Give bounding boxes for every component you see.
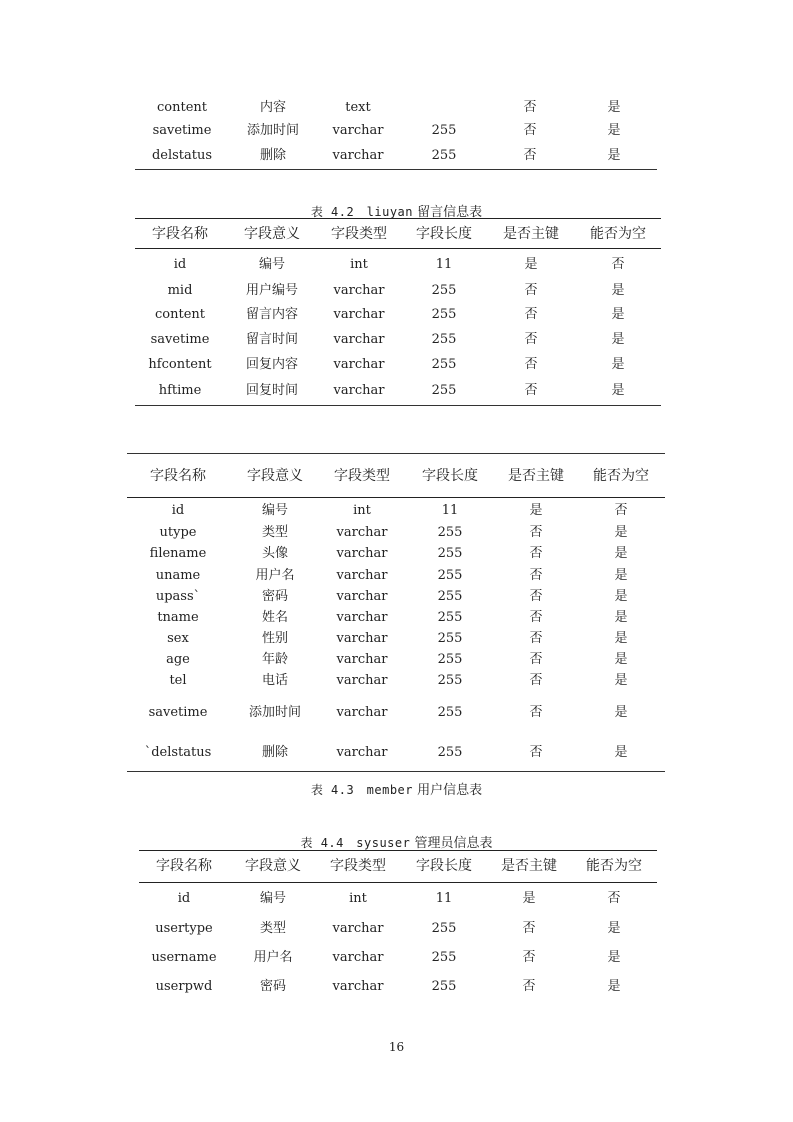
cell-nullable: 是 bbox=[607, 921, 621, 936]
cell-primary-key: 否 bbox=[529, 610, 543, 625]
cell-field-length: 255 bbox=[431, 332, 457, 347]
cell-field-length: 255 bbox=[431, 307, 457, 322]
cell-field-meaning: 编号 bbox=[258, 257, 285, 272]
cell-field-type: varchar bbox=[336, 546, 388, 561]
header-field-name: 字段名称 bbox=[152, 226, 208, 242]
cell-field-type: varchar bbox=[336, 652, 388, 667]
cell-field-name: userpwd bbox=[155, 979, 213, 994]
cell-field-length: 255 bbox=[431, 148, 457, 163]
table-caption bbox=[0, 779, 793, 798]
caption-table-name: member bbox=[366, 783, 413, 797]
header-field-meaning: 字段意义 bbox=[244, 226, 300, 242]
cell-field-meaning: 密码 bbox=[261, 589, 288, 604]
cell-nullable: 是 bbox=[614, 525, 628, 540]
cell-field-type: varchar bbox=[336, 589, 388, 604]
cell-primary-key: 是 bbox=[524, 257, 538, 272]
caption-table-name: liuyan bbox=[366, 205, 413, 219]
cell-field-meaning: 年龄 bbox=[261, 652, 288, 667]
table-header-row bbox=[139, 856, 657, 876]
cell-nullable: 否 bbox=[607, 891, 621, 906]
cell-field-length: 255 bbox=[431, 123, 457, 138]
cell-field-type: varchar bbox=[336, 673, 388, 688]
table-top-rule bbox=[139, 850, 657, 851]
header-field-name: 字段名称 bbox=[156, 858, 212, 874]
cell-field-type: int bbox=[350, 257, 368, 272]
caption-title: 留言信息表 bbox=[417, 205, 483, 220]
caption-number: 表 4.3 bbox=[310, 783, 355, 797]
header-divider-rule bbox=[139, 882, 657, 883]
table-row bbox=[127, 608, 665, 628]
table-row bbox=[135, 381, 661, 401]
cell-field-name: age bbox=[166, 652, 190, 667]
cell-field-type: text bbox=[345, 100, 371, 115]
cell-nullable: 是 bbox=[607, 148, 621, 163]
cell-field-type: varchar bbox=[332, 921, 384, 936]
header-nullable: 能否为空 bbox=[586, 858, 642, 874]
cell-field-type: varchar bbox=[336, 631, 388, 646]
cell-nullable: 是 bbox=[614, 631, 628, 646]
cell-field-name: `delstatus bbox=[144, 745, 212, 760]
cell-field-name: tel bbox=[169, 673, 187, 688]
cell-nullable: 否 bbox=[611, 257, 625, 272]
header-primary-key: 是否主键 bbox=[503, 226, 559, 242]
cell-field-type: int bbox=[349, 891, 367, 906]
cell-field-meaning: 性别 bbox=[261, 631, 288, 646]
cell-nullable: 是 bbox=[614, 546, 628, 561]
table-header-row bbox=[135, 224, 661, 244]
caption-table-name: sysuser bbox=[356, 836, 411, 850]
table-row bbox=[139, 948, 657, 968]
table-row bbox=[135, 255, 661, 275]
cell-field-name: tname bbox=[157, 610, 199, 625]
cell-primary-key: 是 bbox=[522, 891, 536, 906]
cell-field-type: int bbox=[353, 503, 371, 518]
cell-field-length: 255 bbox=[437, 525, 463, 540]
cell-field-length: 255 bbox=[437, 589, 463, 604]
cell-field-meaning: 留言时间 bbox=[245, 332, 298, 347]
cell-nullable: 是 bbox=[607, 123, 621, 138]
cell-field-meaning: 添加时间 bbox=[248, 705, 301, 720]
cell-field-length: 255 bbox=[437, 610, 463, 625]
cell-field-length: 11 bbox=[435, 257, 453, 272]
cell-field-type: varchar bbox=[332, 148, 384, 163]
cell-nullable: 是 bbox=[614, 568, 628, 583]
caption-title: 管理员信息表 bbox=[414, 836, 493, 851]
cell-field-meaning: 留言内容 bbox=[245, 307, 298, 322]
table-row bbox=[135, 98, 657, 118]
table-top-rule bbox=[127, 453, 665, 454]
cell-nullable: 是 bbox=[614, 610, 628, 625]
cell-field-name: delstatus bbox=[151, 148, 213, 163]
cell-field-type: varchar bbox=[333, 383, 385, 398]
cell-nullable: 否 bbox=[614, 503, 628, 518]
cell-field-type: varchar bbox=[332, 950, 384, 965]
table-row bbox=[127, 566, 665, 586]
table-bottom-rule bbox=[135, 405, 661, 406]
cell-field-length: 255 bbox=[437, 546, 463, 561]
cell-field-length: 255 bbox=[431, 950, 457, 965]
cell-field-meaning: 类型 bbox=[259, 921, 286, 936]
cell-field-meaning: 密码 bbox=[259, 979, 286, 994]
cell-nullable: 是 bbox=[607, 950, 621, 965]
cell-field-length: 11 bbox=[441, 503, 459, 518]
cell-field-name: hftime bbox=[158, 383, 202, 398]
cell-field-meaning: 回复内容 bbox=[245, 357, 298, 372]
cell-field-name: username bbox=[151, 950, 217, 965]
table-row bbox=[135, 305, 661, 325]
cell-field-name: mid bbox=[167, 283, 193, 298]
caption-number: 表 4.4 bbox=[300, 836, 344, 850]
cell-field-meaning: 用户编号 bbox=[245, 283, 298, 298]
cell-nullable: 是 bbox=[614, 673, 628, 688]
table-row bbox=[127, 703, 665, 723]
cell-field-meaning: 电话 bbox=[261, 673, 288, 688]
table-row bbox=[127, 629, 665, 649]
cell-primary-key: 否 bbox=[529, 589, 543, 604]
table-row bbox=[127, 501, 665, 521]
cell-field-type: varchar bbox=[336, 745, 388, 760]
cell-primary-key: 否 bbox=[529, 705, 543, 720]
cell-field-meaning: 用户名 bbox=[253, 950, 293, 965]
cell-field-name: savetime bbox=[148, 705, 208, 720]
cell-field-name: savetime bbox=[152, 123, 212, 138]
cell-field-meaning: 删除 bbox=[259, 148, 286, 163]
cell-primary-key: 否 bbox=[522, 921, 536, 936]
header-field-type: 字段类型 bbox=[334, 468, 390, 484]
table-continuation bbox=[135, 0, 657, 175]
cell-nullable: 是 bbox=[611, 332, 625, 347]
cell-field-length: 255 bbox=[437, 631, 463, 646]
table-member bbox=[127, 453, 665, 773]
cell-primary-key: 否 bbox=[523, 123, 537, 138]
table-row bbox=[127, 650, 665, 670]
cell-field-name: uname bbox=[155, 568, 201, 583]
table-row bbox=[135, 330, 661, 350]
header-field-length: 字段长度 bbox=[416, 858, 472, 874]
table-row bbox=[135, 121, 657, 141]
cell-primary-key: 否 bbox=[524, 332, 538, 347]
cell-field-type: varchar bbox=[336, 610, 388, 625]
cell-field-length: 255 bbox=[431, 979, 457, 994]
table-liuyan bbox=[135, 217, 661, 407]
cell-primary-key: 否 bbox=[524, 383, 538, 398]
cell-field-type: varchar bbox=[336, 705, 388, 720]
cell-primary-key: 否 bbox=[529, 652, 543, 667]
cell-primary-key: 否 bbox=[522, 979, 536, 994]
cell-nullable: 是 bbox=[614, 589, 628, 604]
cell-field-type: varchar bbox=[333, 357, 385, 372]
cell-field-meaning: 类型 bbox=[261, 525, 288, 540]
table-bottom-rule bbox=[127, 771, 665, 772]
cell-field-meaning: 头像 bbox=[261, 546, 288, 561]
cell-primary-key: 否 bbox=[529, 525, 543, 540]
caption-number: 表 4.2 bbox=[310, 205, 355, 219]
cell-field-meaning: 回复时间 bbox=[245, 383, 298, 398]
header-primary-key: 是否主键 bbox=[508, 468, 564, 484]
cell-nullable: 是 bbox=[614, 745, 628, 760]
cell-primary-key: 否 bbox=[529, 673, 543, 688]
table-bottom-rule bbox=[135, 169, 657, 170]
cell-field-name: id bbox=[177, 891, 191, 906]
cell-primary-key: 否 bbox=[529, 546, 543, 561]
cell-field-type: varchar bbox=[333, 332, 385, 347]
cell-field-name: usertype bbox=[155, 921, 213, 936]
cell-field-meaning: 内容 bbox=[259, 100, 286, 115]
cell-nullable: 是 bbox=[611, 283, 625, 298]
header-primary-key: 是否主键 bbox=[501, 858, 557, 874]
cell-nullable: 是 bbox=[607, 979, 621, 994]
table-row bbox=[139, 919, 657, 939]
header-nullable: 能否为空 bbox=[590, 226, 646, 242]
cell-field-name: hfcontent bbox=[148, 357, 212, 372]
cell-field-length: 255 bbox=[431, 921, 457, 936]
cell-primary-key: 否 bbox=[524, 307, 538, 322]
table-row bbox=[139, 977, 657, 997]
cell-nullable: 是 bbox=[614, 705, 628, 720]
cell-field-name: id bbox=[171, 503, 185, 518]
cell-field-length: 255 bbox=[431, 383, 457, 398]
cell-field-meaning: 编号 bbox=[259, 891, 286, 906]
cell-field-name: filename bbox=[149, 546, 207, 561]
cell-field-type: varchar bbox=[333, 283, 385, 298]
cell-field-type: varchar bbox=[333, 307, 385, 322]
cell-primary-key: 是 bbox=[529, 503, 543, 518]
cell-field-length bbox=[411, 98, 477, 118]
cell-primary-key: 否 bbox=[529, 745, 543, 760]
cell-primary-key: 否 bbox=[524, 357, 538, 372]
table-row bbox=[135, 281, 661, 301]
header-field-type: 字段类型 bbox=[331, 226, 387, 242]
table-sysuser bbox=[139, 849, 657, 999]
cell-field-name: utype bbox=[159, 525, 197, 540]
table-row bbox=[135, 355, 661, 375]
table-row bbox=[127, 743, 665, 763]
cell-field-meaning: 添加时间 bbox=[246, 123, 299, 138]
cell-field-length: 11 bbox=[435, 891, 453, 906]
caption-title: 用户信息表 bbox=[417, 783, 483, 798]
table-row bbox=[135, 146, 657, 166]
cell-field-length: 255 bbox=[437, 673, 463, 688]
cell-field-length: 255 bbox=[437, 705, 463, 720]
cell-nullable: 是 bbox=[607, 100, 621, 115]
cell-field-meaning: 编号 bbox=[261, 503, 288, 518]
table-row bbox=[127, 544, 665, 564]
header-field-length: 字段长度 bbox=[422, 468, 478, 484]
table-row bbox=[139, 889, 657, 909]
header-divider-rule bbox=[127, 497, 665, 498]
cell-field-name: id bbox=[173, 257, 187, 272]
cell-field-name: content bbox=[157, 100, 207, 115]
cell-primary-key: 否 bbox=[523, 148, 537, 163]
cell-field-length: 255 bbox=[431, 283, 457, 298]
cell-nullable: 是 bbox=[611, 383, 625, 398]
cell-field-meaning: 姓名 bbox=[261, 610, 288, 625]
header-field-name: 字段名称 bbox=[150, 468, 206, 484]
cell-nullable: 是 bbox=[611, 357, 625, 372]
cell-field-name: sex bbox=[167, 631, 189, 646]
header-nullable: 能否为空 bbox=[593, 468, 649, 484]
cell-field-type: varchar bbox=[332, 979, 384, 994]
cell-field-type: varchar bbox=[332, 123, 384, 138]
cell-field-type: varchar bbox=[336, 568, 388, 583]
cell-primary-key: 否 bbox=[523, 100, 537, 115]
cell-field-name: upass` bbox=[155, 589, 201, 604]
cell-primary-key: 否 bbox=[529, 631, 543, 646]
header-field-meaning: 字段意义 bbox=[245, 858, 301, 874]
table-top-rule bbox=[135, 218, 661, 219]
header-field-meaning: 字段意义 bbox=[247, 468, 303, 484]
header-field-type: 字段类型 bbox=[330, 858, 386, 874]
cell-primary-key: 否 bbox=[524, 283, 538, 298]
cell-field-meaning: 用户名 bbox=[255, 568, 295, 583]
header-field-length: 字段长度 bbox=[416, 226, 472, 242]
cell-field-length: 255 bbox=[431, 357, 457, 372]
cell-nullable: 是 bbox=[611, 307, 625, 322]
table-row bbox=[127, 587, 665, 607]
cell-field-length: 255 bbox=[437, 568, 463, 583]
cell-nullable: 是 bbox=[614, 652, 628, 667]
header-divider-rule bbox=[135, 248, 661, 249]
table-row bbox=[127, 671, 665, 691]
cell-field-length: 255 bbox=[437, 652, 463, 667]
table-header-row bbox=[127, 466, 665, 486]
cell-field-name: content bbox=[155, 307, 205, 322]
page-number: 16 bbox=[388, 1040, 405, 1054]
cell-field-length: 255 bbox=[437, 745, 463, 760]
cell-field-name: savetime bbox=[150, 332, 210, 347]
cell-field-type: varchar bbox=[336, 525, 388, 540]
cell-field-meaning: 删除 bbox=[261, 745, 288, 760]
cell-primary-key: 否 bbox=[529, 568, 543, 583]
cell-primary-key: 否 bbox=[522, 950, 536, 965]
table-row bbox=[127, 523, 665, 543]
